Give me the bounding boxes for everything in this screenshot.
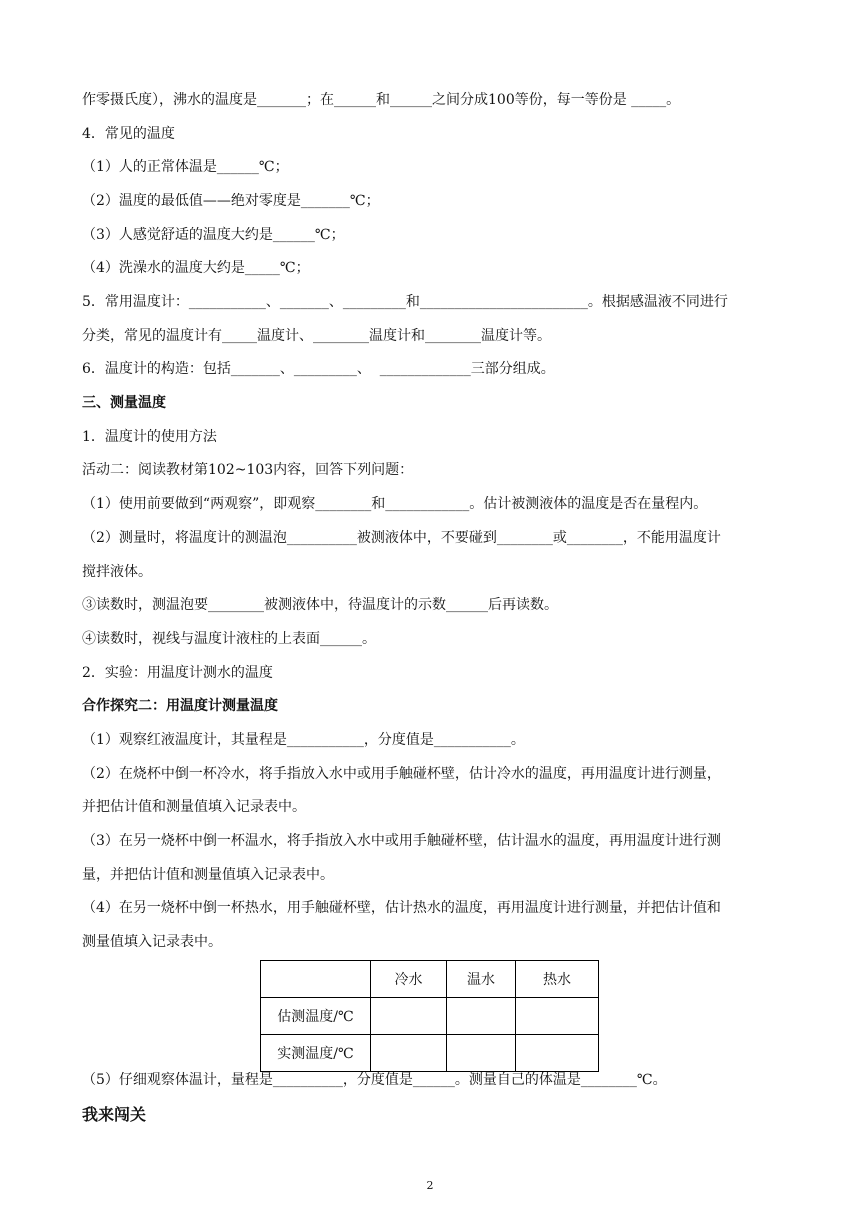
- line-3: （2）温度的最低值——绝对零度是_______℃；: [82, 193, 380, 209]
- table-row-label: 实测温度/℃: [261, 1035, 371, 1072]
- line-2: （1）人的正常体温是______℃；: [82, 159, 289, 175]
- line-20: （2）在烧杯中倒一杯冷水，将手指放入水中或用手触碰杯壁，估计冷水的温度，再用温度计进行测量，: [82, 766, 721, 782]
- line-6: 5．常用温度计：___________、_______、_________和________________________。根据感温液不同进行: [82, 294, 728, 310]
- table-header-cell: [261, 961, 371, 998]
- line-12: （1）使用前要做到“两观察”，即观察________和____________。估计被测液体的温度是否在量程内。: [82, 496, 708, 512]
- line-8: 6．温度计的构造：包括_______、_________、 _____________三部分组成。: [82, 361, 555, 377]
- table-row-label: 估测温度/℃: [261, 998, 371, 1035]
- page-number: 2: [426, 1179, 434, 1192]
- table-header-row: [261, 961, 599, 998]
- table-cell[interactable]: [371, 998, 447, 1035]
- line-after-table: （5）仔细观察体温计，量程是__________，分度值是______。测量自己的体温是________℃。: [82, 1072, 667, 1088]
- line-25: 测量值填入记录表中。: [82, 934, 222, 950]
- table-cell[interactable]: [371, 1035, 447, 1072]
- table-header-cell: 冷水: [371, 961, 447, 998]
- table-row: [261, 1035, 599, 1072]
- line-5: （4）洗澡水的温度大约是_____℃；: [82, 260, 310, 276]
- line-21: 并把估计值和测量值填入记录表中。: [82, 799, 306, 815]
- line-22: （3）在另一烧杯中倒一杯温水，将手指放入水中或用手触碰杯壁，估计温水的温度，再用温度计进行测: [82, 833, 721, 849]
- table-header-cell: 温水: [447, 961, 516, 998]
- line-0: 作零摄氏度），沸水的温度是_______；在______和______之间分成100等份，每一等份是 _____。: [82, 92, 681, 108]
- line-19: （1）观察红液温度计，其量程是___________，分度值是___________。: [82, 732, 525, 748]
- inquiry-heading: 合作探究二：用温度计测量温度: [82, 698, 278, 714]
- table-row: [261, 998, 599, 1035]
- line-24: （4）在另一烧杯中倒一杯热水，用手触碰杯壁，估计热水的温度，再用温度计进行测量，并把估计值和: [82, 900, 721, 916]
- table-cell[interactable]: [516, 998, 599, 1035]
- line-14: 搅拌液体。: [82, 564, 152, 580]
- table-header-cell: 热水: [516, 961, 599, 998]
- line-15: ③读数时，测温泡要________被测液体中，待温度计的示数______后再读数。: [82, 597, 558, 613]
- record-table: [260, 960, 599, 1072]
- table-cell[interactable]: [447, 1035, 516, 1072]
- line-10: 1．温度计的使用方法: [82, 429, 217, 445]
- line-13: （2）测量时，将温度计的测温泡__________被测液体中，不要碰到________或________，不能用温度计: [82, 530, 721, 546]
- line-16: ④读数时，视线与温度计液柱的上表面______。: [82, 631, 376, 647]
- line-23: 量，并把估计值和测量值填入记录表中。: [82, 867, 334, 883]
- table-cell[interactable]: [516, 1035, 599, 1072]
- section-title: 我来闯关: [82, 1105, 147, 1124]
- section-heading-measure: 三、测量温度: [82, 395, 166, 411]
- line-4: （3）人感觉舒适的温度大约是______℃；: [82, 227, 345, 243]
- line-17: 2．实验：用温度计测水的温度: [82, 665, 273, 681]
- activity-heading: 活动二：阅读教材第102~103内容，回答下列问题：: [82, 462, 414, 478]
- line-7: 分类，常见的温度计有_____温度计、________温度计和________温度计等。: [82, 328, 551, 344]
- line-1: 4．常见的温度: [82, 126, 175, 142]
- table-cell[interactable]: [447, 998, 516, 1035]
